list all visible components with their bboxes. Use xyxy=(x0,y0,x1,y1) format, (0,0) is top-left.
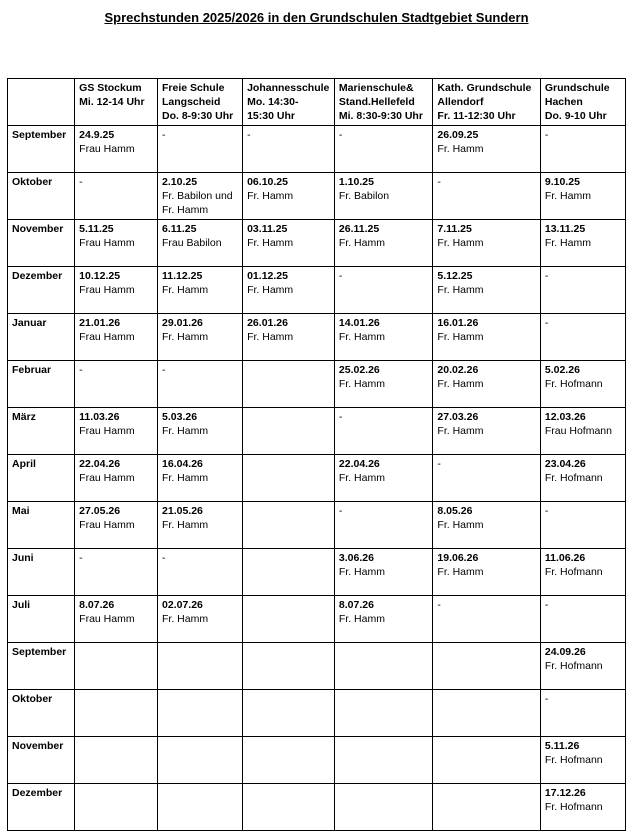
month-cell: November xyxy=(8,220,75,267)
header-cell-gs-stockum: GS Stockum Mi. 12-14 Uhr xyxy=(75,79,158,126)
month-cell: Mai xyxy=(8,502,75,549)
appointment-date: 5.12.25 xyxy=(437,270,473,282)
appointment-cell xyxy=(158,643,243,690)
appointment-cell xyxy=(243,596,335,643)
appointment-person: Fr. Hamm xyxy=(544,190,591,202)
appointment-person: Frau Hamm xyxy=(79,237,135,249)
appointment-cell xyxy=(75,737,158,784)
appointment-person: Fr. Babilon und Fr. Hamm xyxy=(162,190,233,216)
appointment-cell xyxy=(540,267,625,314)
appointment-cell xyxy=(158,267,243,314)
appointment-cell xyxy=(158,502,243,549)
appointment-person: Frau Hamm xyxy=(79,143,135,155)
header-cell-freie-schule: Freie Schule Langscheid Do. 8-9:30 Uhr xyxy=(158,79,243,126)
appointment-person: Fr. Hamm xyxy=(162,613,209,625)
month-cell: Oktober xyxy=(8,690,75,737)
appointment-date: - xyxy=(338,129,343,141)
table-row xyxy=(8,737,626,784)
appointment-date: 1.10.25 xyxy=(338,176,374,188)
appointment-cell xyxy=(433,643,540,690)
appointment-date: 12.03.26 xyxy=(544,411,586,423)
appointment-cell xyxy=(243,126,335,173)
header-row xyxy=(8,79,626,126)
appointment-date: 24.9.25 xyxy=(79,129,115,141)
appointment-person: Fr. Hamm xyxy=(162,425,209,437)
appointment-cell xyxy=(158,408,243,455)
appointment-cell xyxy=(75,408,158,455)
appointment-cell xyxy=(540,314,625,361)
appointment-cell xyxy=(540,408,625,455)
appointment-date: 8.07.26 xyxy=(79,599,115,611)
appointment-person: Fr. Hamm xyxy=(162,519,209,531)
appointment-person: Fr. Hamm xyxy=(162,331,209,343)
appointment-cell xyxy=(334,690,433,737)
appointment-date: 2.10.25 xyxy=(162,176,198,188)
appointment-person: Fr. Hofmann xyxy=(544,378,603,390)
appointment-person: Fr. Hamm xyxy=(247,284,294,296)
table-row xyxy=(8,126,626,173)
appointment-person: Fr. Hamm xyxy=(247,190,294,202)
table-row xyxy=(8,220,626,267)
appointment-cell xyxy=(243,690,335,737)
appointment-date: 10.12.25 xyxy=(79,270,121,282)
appointment-cell xyxy=(540,784,625,831)
appointment-person: Fr. Hamm xyxy=(437,425,484,437)
appointment-cell xyxy=(243,502,335,549)
appointment-date: 8.05.26 xyxy=(437,505,473,517)
appointment-date: - xyxy=(544,505,549,517)
table-row xyxy=(8,502,626,549)
appointment-cell xyxy=(158,220,243,267)
appointment-date: 5.11.25 xyxy=(79,223,114,235)
table-row xyxy=(8,549,626,596)
appointment-date: 25.02.26 xyxy=(338,364,380,376)
appointment-cell xyxy=(334,220,433,267)
appointment-cell xyxy=(158,596,243,643)
appointment-cell xyxy=(158,690,243,737)
appointment-cell xyxy=(433,690,540,737)
appointment-person: Fr. Hamm xyxy=(338,331,385,343)
month-cell: Juli xyxy=(8,596,75,643)
appointment-cell xyxy=(75,784,158,831)
appointment-date: - xyxy=(338,505,343,517)
appointment-cell xyxy=(75,455,158,502)
appointment-date: - xyxy=(544,317,549,329)
appointment-date: 19.06.26 xyxy=(437,552,479,564)
appointment-cell xyxy=(158,173,243,220)
appointment-cell xyxy=(433,173,540,220)
appointment-date: - xyxy=(79,176,83,188)
appointment-date: 8.07.26 xyxy=(338,599,374,611)
appointment-date: 27.03.26 xyxy=(437,411,479,423)
appointment-cell xyxy=(540,502,625,549)
appointment-cell xyxy=(433,596,540,643)
appointment-person: Fr. Hamm xyxy=(247,237,294,249)
appointment-date: 21.05.26 xyxy=(162,505,203,517)
appointment-person: Fr. Babilon xyxy=(338,190,390,202)
appointment-cell xyxy=(540,220,625,267)
appointment-date: - xyxy=(338,270,343,282)
appointment-person: Fr. Hamm xyxy=(437,566,484,578)
appointment-person: Frau Babilon xyxy=(162,237,222,249)
month-cell: Dezember xyxy=(8,784,75,831)
appointment-cell xyxy=(433,126,540,173)
appointment-cell xyxy=(334,408,433,455)
appointment-date: 16.01.26 xyxy=(437,317,479,329)
appointment-date: - xyxy=(338,411,343,423)
header-cell-johannesschule: Johannesschule Mo. 14:30- 15:30 Uhr xyxy=(243,79,335,126)
appointment-cell xyxy=(243,455,335,502)
appointment-cell xyxy=(334,549,433,596)
appointment-date: 7.11.25 xyxy=(437,223,472,235)
appointment-cell xyxy=(243,173,335,220)
appointment-cell xyxy=(75,314,158,361)
appointment-date: - xyxy=(544,599,549,611)
appointment-date: 17.12.26 xyxy=(544,787,586,799)
appointment-cell xyxy=(334,502,433,549)
appointment-cell xyxy=(433,502,540,549)
appointment-cell xyxy=(243,220,335,267)
appointment-date: - xyxy=(437,458,441,470)
month-cell: Februar xyxy=(8,361,75,408)
table-row xyxy=(8,784,626,831)
appointment-date: 9.10.25 xyxy=(544,176,580,188)
appointment-cell xyxy=(433,361,540,408)
appointment-cell xyxy=(433,220,540,267)
appointment-date: 21.01.26 xyxy=(79,317,121,329)
table-row xyxy=(8,455,626,502)
appointment-date: 13.11.25 xyxy=(544,223,586,235)
appointment-cell xyxy=(243,408,335,455)
appointment-date: - xyxy=(437,599,441,611)
appointment-cell xyxy=(540,690,625,737)
appointment-date: 27.05.26 xyxy=(79,505,121,517)
appointment-person: Fr. Hamm xyxy=(162,472,209,484)
appointment-cell xyxy=(334,784,433,831)
appointment-person: Fr. Hofmann xyxy=(544,754,603,766)
appointment-person: Frau Hofmann xyxy=(544,425,612,437)
appointment-person: Fr. Hamm xyxy=(437,237,484,249)
appointment-person: Fr. Hamm xyxy=(338,378,385,390)
appointment-date: 5.02.26 xyxy=(544,364,580,376)
month-cell: Juni xyxy=(8,549,75,596)
appointment-date: 22.04.26 xyxy=(338,458,380,470)
appointment-date: - xyxy=(162,552,166,564)
appointment-cell xyxy=(433,549,540,596)
appointment-cell xyxy=(75,126,158,173)
appointment-cell xyxy=(334,173,433,220)
appointment-date: 11.12.25 xyxy=(162,270,203,282)
month-cell: September xyxy=(8,643,75,690)
appointment-cell xyxy=(334,314,433,361)
appointment-person: Fr. Hamm xyxy=(247,331,294,343)
appointment-person: Fr. Hamm xyxy=(338,237,385,249)
appointment-date: 03.11.25 xyxy=(247,223,288,235)
appointment-person: Fr. Hamm xyxy=(338,472,385,484)
table-row xyxy=(8,408,626,455)
header-cell-empty xyxy=(8,79,75,126)
appointment-date: 24.09.26 xyxy=(544,646,586,658)
appointment-person: Fr. Hamm xyxy=(437,331,484,343)
appointment-cell xyxy=(75,643,158,690)
header-cell-kath-grundschule: Kath. Grundschule Allendorf Fr. 11-12:30 Uhr xyxy=(433,79,540,126)
appointment-date: 26.01.26 xyxy=(247,317,288,329)
appointment-person: Frau Hamm xyxy=(79,613,135,625)
appointment-cell xyxy=(334,126,433,173)
appointment-date: 3.06.26 xyxy=(338,552,374,564)
appointment-person: Fr. Hamm xyxy=(544,237,591,249)
appointment-cell xyxy=(243,267,335,314)
appointment-cell xyxy=(75,361,158,408)
month-cell: September xyxy=(8,126,75,173)
appointment-cell xyxy=(243,314,335,361)
appointment-date: - xyxy=(79,552,83,564)
appointment-person: Frau Hamm xyxy=(79,331,135,343)
header-cell-grundschule-hachen: Grundschule Hachen Do. 9-10 Uhr xyxy=(540,79,625,126)
appointment-cell xyxy=(334,455,433,502)
appointment-cell xyxy=(433,408,540,455)
table-row xyxy=(8,267,626,314)
appointment-date: 14.01.26 xyxy=(338,317,380,329)
appointment-cell xyxy=(75,549,158,596)
appointment-cell xyxy=(334,267,433,314)
appointment-cell xyxy=(243,784,335,831)
appointment-date: - xyxy=(544,129,549,141)
appointment-cell xyxy=(158,784,243,831)
table-row xyxy=(8,643,626,690)
month-cell: Januar xyxy=(8,314,75,361)
appointment-date: - xyxy=(162,364,166,376)
header-cell-marienschule: Marienschule& Stand.Hellefeld Mi. 8:30-9:30 Uhr xyxy=(334,79,433,126)
appointment-cell xyxy=(75,502,158,549)
appointment-person: Fr. Hamm xyxy=(437,143,484,155)
table-row xyxy=(8,314,626,361)
appointment-date: 6.11.25 xyxy=(162,223,197,235)
appointment-cell xyxy=(75,267,158,314)
appointment-date: - xyxy=(544,270,549,282)
appointment-person: Fr. Hamm xyxy=(437,378,484,390)
appointment-person: Frau Hamm xyxy=(79,519,135,531)
appointment-person: Frau Hamm xyxy=(79,284,135,296)
appointment-cell xyxy=(540,126,625,173)
appointment-cell xyxy=(75,173,158,220)
appointment-cell xyxy=(334,361,433,408)
appointment-date: - xyxy=(544,693,549,705)
appointment-cell xyxy=(433,737,540,784)
appointment-cell xyxy=(433,455,540,502)
appointment-cell xyxy=(243,643,335,690)
appointment-cell xyxy=(433,314,540,361)
appointment-cell xyxy=(334,643,433,690)
appointment-date: 11.03.26 xyxy=(79,411,120,423)
appointment-person: Frau Hamm xyxy=(79,425,135,437)
appointment-date: 22.04.26 xyxy=(79,458,121,470)
appointment-date: 26.11.25 xyxy=(338,223,380,235)
appointment-date: 5.03.26 xyxy=(162,411,198,423)
appointment-date: 23.04.26 xyxy=(544,458,586,470)
appointment-cell xyxy=(540,549,625,596)
month-cell: November xyxy=(8,737,75,784)
appointment-person: Frau Hamm xyxy=(79,472,135,484)
appointment-person: Fr. Hofmann xyxy=(544,801,603,813)
appointment-person: Fr. Hamm xyxy=(338,566,385,578)
appointment-cell xyxy=(334,596,433,643)
appointment-cell xyxy=(158,361,243,408)
appointment-cell xyxy=(540,455,625,502)
appointment-cell xyxy=(334,737,433,784)
appointment-date: - xyxy=(162,129,166,141)
appointment-date: 06.10.25 xyxy=(247,176,288,188)
appointment-date: - xyxy=(79,364,83,376)
appointment-cell xyxy=(243,737,335,784)
appointment-cell xyxy=(158,455,243,502)
appointment-person: Fr. Hamm xyxy=(338,613,385,625)
appointment-cell xyxy=(433,784,540,831)
appointment-cell xyxy=(540,643,625,690)
month-cell: Dezember xyxy=(8,267,75,314)
appointment-date: 5.11.26 xyxy=(544,740,580,752)
appointment-cell xyxy=(75,596,158,643)
appointment-cell xyxy=(243,361,335,408)
appointment-person: Fr. Hofmann xyxy=(544,566,603,578)
appointment-cell xyxy=(540,173,625,220)
appointment-cell xyxy=(243,549,335,596)
appointment-person: Fr. Hamm xyxy=(437,284,484,296)
appointment-cell xyxy=(540,737,625,784)
appointment-cell xyxy=(158,126,243,173)
month-cell: März xyxy=(8,408,75,455)
appointment-person: Fr. Hofmann xyxy=(544,472,603,484)
month-cell: April xyxy=(8,455,75,502)
page-title: Sprechstunden 2025/2026 in den Grundschulen Stadtgebiet Sundern xyxy=(104,10,529,25)
table-row xyxy=(8,690,626,737)
appointment-date: 16.04.26 xyxy=(162,458,203,470)
appointment-date: 11.06.26 xyxy=(544,552,586,564)
table-row xyxy=(8,173,626,220)
appointment-person: Fr. Hamm xyxy=(437,519,484,531)
month-cell: Oktober xyxy=(8,173,75,220)
appointment-cell xyxy=(158,549,243,596)
appointment-date: 20.02.26 xyxy=(437,364,479,376)
table-row xyxy=(8,596,626,643)
table-row xyxy=(8,361,626,408)
appointment-person: Fr. Hofmann xyxy=(544,660,603,672)
appointment-cell xyxy=(158,737,243,784)
appointment-cell xyxy=(540,596,625,643)
appointment-cell xyxy=(158,314,243,361)
schedule-table xyxy=(7,78,626,831)
appointment-date: 26.09.25 xyxy=(437,129,479,141)
appointment-date: 02.07.26 xyxy=(162,599,203,611)
appointment-date: 29.01.26 xyxy=(162,317,203,329)
appointment-person: Fr. Hamm xyxy=(162,284,209,296)
appointment-date: 01.12.25 xyxy=(247,270,288,282)
appointment-cell xyxy=(540,361,625,408)
appointment-cell xyxy=(75,220,158,267)
appointment-cell xyxy=(433,267,540,314)
appointment-date: - xyxy=(247,129,251,141)
appointment-date: - xyxy=(437,176,441,188)
appointment-cell xyxy=(75,690,158,737)
